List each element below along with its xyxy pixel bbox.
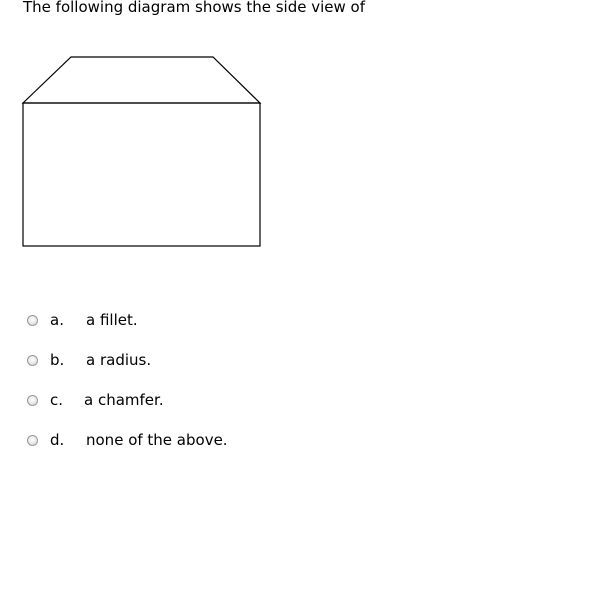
option-d[interactable]	[27, 430, 228, 450]
option-d-text: none of the above.	[86, 431, 228, 449]
option-a[interactable]	[27, 310, 138, 330]
option-b[interactable]	[27, 350, 151, 370]
option-b-letter: b.	[50, 351, 65, 369]
radio-d[interactable]	[27, 435, 38, 446]
option-d-letter: d.	[50, 431, 65, 449]
option-b-text: a radius.	[86, 351, 152, 369]
option-c[interactable]	[27, 390, 164, 410]
radio-b[interactable]	[27, 355, 38, 366]
radio-c[interactable]	[27, 395, 38, 406]
option-a-text: a fillet.	[86, 311, 138, 329]
option-c-letter: c.	[50, 391, 64, 409]
radio-a[interactable]	[27, 315, 38, 326]
option-c-text: a chamfer.	[84, 391, 164, 409]
option-a-letter: a.	[50, 311, 64, 329]
question-text: The following diagram shows the side view of	[23, 0, 366, 16]
